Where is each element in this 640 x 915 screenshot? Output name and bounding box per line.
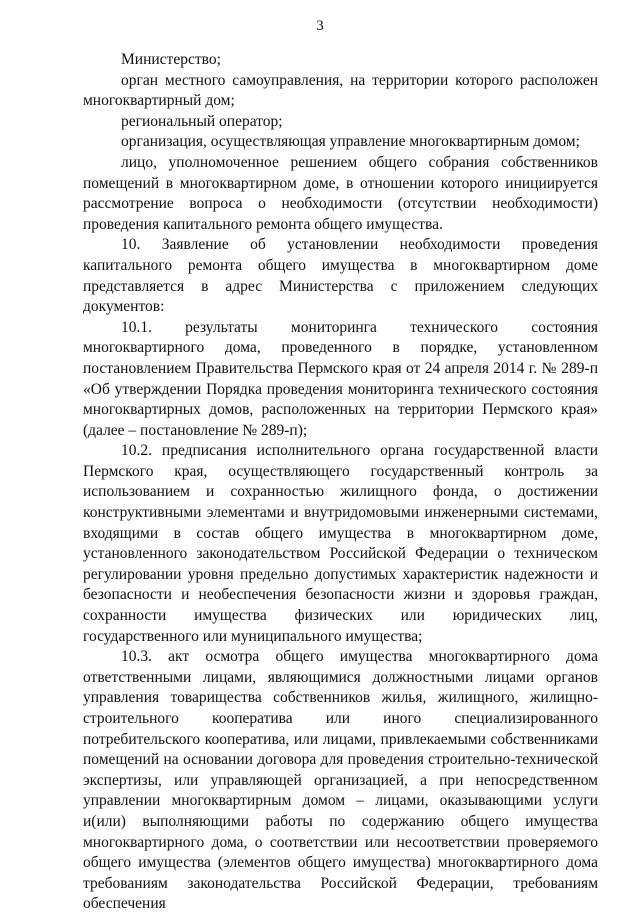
clause-10: 10. Заявление об установлении необходимости проведения капитального ремонта общего имущества в многоквартирном доме представляется в адрес Министерства с приложением следующих документов: [83, 236, 598, 316]
list-item-authorized-person: лицо, уполномоченное решением общего собрания собственников помещений в многоквартирном доме, в отношении которого инициируется рассмотрение вопроса о необходимости (отсутствии необходимости) проведения капитального ремонта общего имущества. [83, 153, 598, 233]
page-number: 3 [316, 18, 324, 34]
list-item-management-organization: организация, осуществляющая управление многоквартирным домом; [121, 133, 580, 151]
clause-10-3: 10.3. акт осмотра общего имущества многоквартирного дома ответственными лицами, являющимися должностными лицами органов управления товарищества собственников жилья, жилищного, жилищно-строительного кооператива или иного специализированного потребительского кооператива, или лицами, привлекаемыми собственниками помещений на основании договора для проведения строительно-технической экспертизы, или управляющей организацией, а при непосредственном управлении многоквартирным домом – лицами, оказывающими услуги и(или) выполняющими работы по содержанию общего имущества многоквартирного дома, о соответствии или несоответствии проверяемого общего имущества (элементов общего имущества) многоквартирного дома требованиям законодательства Российской Федерации, требованиям обеспечения [83, 648, 598, 913]
clause-10-2: 10.2. предписания исполнительного органа государственной власти Пермского края, осуществляющего государственный контроль за использованием и сохранностью жилищного фонда, о достижении конструктивными элементами и внутридомовыми инженерными системами, входящими в состав общего имущества в многоквартирном доме, установленного законодательством Российской Федерации о техническом регулировании уровня предельно допустимых характеристик надежности и безопасности и необеспечения безопасности жизни и здоровья граждан, сохранности имущества физических или юридических лиц, государственного или муниципального имущества; [83, 442, 598, 645]
list-item-local-government: орган местного самоуправления, на территории которого расположен многоквартирный дом; [83, 71, 598, 110]
list-item-ministry: Министерство; [121, 51, 221, 68]
clause-10-1: 10.1. результаты мониторинга технического состояния многоквартирного дома, проведенного в порядке, установленном постановлением Правительства Пермского края от 24 апреля 2014 г. № 289-п «Об утверждении Порядка проведения мониторинга технического состояния многоквартирных домов, расположенных на территории Пермского края» (далее – постановление № 289-п); [83, 318, 598, 439]
document-body [83, 50, 598, 915]
list-item-regional-operator: региональный оператор; [121, 112, 283, 130]
